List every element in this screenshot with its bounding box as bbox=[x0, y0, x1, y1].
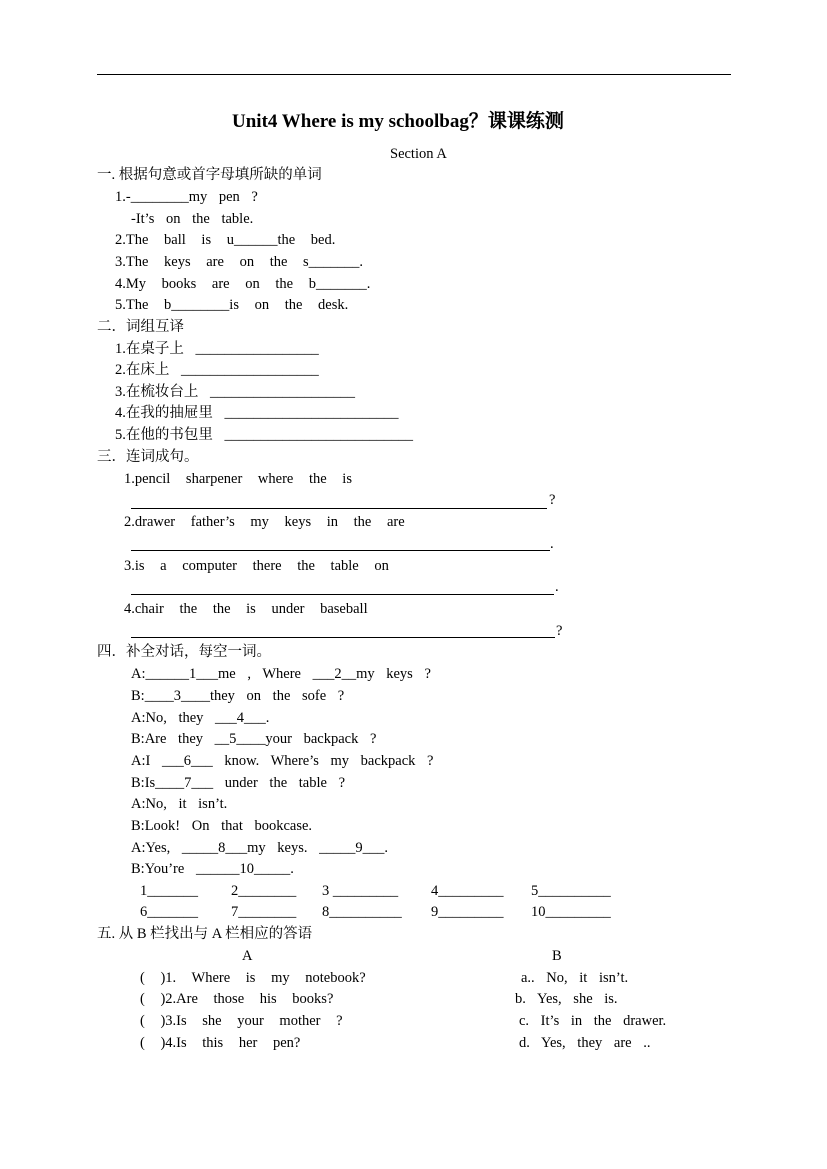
column-a-label: A bbox=[242, 948, 253, 964]
s1-line-1: 1.-________my pen ? bbox=[115, 189, 258, 205]
s5-question-4: ( )4.Is this her pen? bbox=[140, 1035, 301, 1051]
s5-answer-d: d. Yes, they are .. bbox=[519, 1035, 651, 1051]
s5-question-1: ( )1. Where is my notebook? bbox=[140, 970, 366, 986]
s5-question-2: ( )2.Are those his books? bbox=[140, 991, 334, 1007]
s4-answer-4: 4_________ bbox=[431, 883, 504, 899]
s1-line-3: 2.The ball is u______the bed. bbox=[115, 232, 336, 248]
s2-line-4: 4.在我的抽屉里 ________________________ bbox=[115, 405, 399, 421]
s4-answer-7: 7________ bbox=[231, 904, 297, 920]
s1-line-6: 5.The b________is on the desk. bbox=[115, 297, 349, 313]
column-b-label: B bbox=[552, 948, 562, 964]
s3-item-2: 2.drawer father’s my keys in the are bbox=[124, 514, 405, 530]
s4-line-3: A:No, they ___4___. bbox=[131, 710, 270, 726]
s1-line-2: -It’s on the table. bbox=[131, 211, 254, 227]
s4-line-9: A:Yes, _____8___my keys. _____9___. bbox=[131, 840, 388, 856]
s3-answer-line-3 bbox=[131, 594, 554, 595]
s2-line-5: 5.在他的书包里 __________________________ bbox=[115, 427, 413, 443]
s2-line-2: 2.在床上 ___________________ bbox=[115, 362, 319, 378]
header-rule bbox=[97, 74, 731, 75]
page-title: Unit4 Where is my schoolbag？课课练测 bbox=[232, 111, 564, 132]
section-5-heading: 五. 从 B 栏找出与 A 栏相应的答语 bbox=[97, 926, 313, 942]
s5-answer-a: a.. No, it isn’t. bbox=[521, 970, 629, 986]
s4-answer-6: 6_______ bbox=[140, 904, 198, 920]
s4-line-2: B:____3____they on the sofe ? bbox=[131, 688, 345, 704]
section-4-heading: 四．补全对话，每空一词。 bbox=[97, 644, 271, 660]
s4-answer-9: 9_________ bbox=[431, 904, 504, 920]
s4-answer-2: 2________ bbox=[231, 883, 297, 899]
s3-item-1: 1.pencil sharpener where the is bbox=[124, 471, 352, 487]
s3-end-3: . bbox=[555, 579, 559, 595]
s4-line-6: B:Is____7___ under the table ? bbox=[131, 775, 346, 791]
s3-answer-line-4 bbox=[131, 637, 555, 638]
s3-answer-line-2 bbox=[131, 550, 550, 551]
page-subtitle: Section A bbox=[390, 146, 447, 162]
s3-end-1: ? bbox=[549, 492, 556, 508]
s3-item-3: 3.is a computer there the table on bbox=[124, 558, 389, 574]
s1-line-5: 4.My books are on the b_______. bbox=[115, 276, 371, 292]
section-3-heading: 三．连词成句。 bbox=[97, 449, 199, 465]
s2-line-3: 3.在梳妆台上 ____________________ bbox=[115, 384, 355, 400]
s3-end-4: ? bbox=[556, 623, 563, 639]
s3-answer-line-1 bbox=[131, 508, 547, 509]
s4-line-8: B:Look! On that bookcase. bbox=[131, 818, 313, 834]
s5-answer-b: b. Yes, she is. bbox=[515, 991, 618, 1007]
s4-line-7: A:No, it isn’t. bbox=[131, 796, 228, 812]
s5-answer-c: c. It’s in the drawer. bbox=[519, 1013, 667, 1029]
s2-line-1: 1.在桌子上 _________________ bbox=[115, 341, 319, 357]
s4-line-10: B:You’re ______10_____. bbox=[131, 861, 294, 877]
s4-answer-8: 8__________ bbox=[322, 904, 402, 920]
s3-end-2: . bbox=[550, 536, 554, 552]
s3-item-4: 4.chair the the is under baseball bbox=[124, 601, 368, 617]
s4-answer-10: 10_________ bbox=[531, 904, 611, 920]
s5-question-3: ( )3.Is she your mother ? bbox=[140, 1013, 343, 1029]
s4-answer-5: 5__________ bbox=[531, 883, 611, 899]
section-1-heading: 一. 根据句意或首字母填所缺的单词 bbox=[97, 167, 322, 183]
section-2-heading: 二．词组互译 bbox=[97, 319, 184, 335]
s1-line-4: 3.The keys are on the s_______. bbox=[115, 254, 364, 270]
s4-answer-1: 1_______ bbox=[140, 883, 198, 899]
s4-line-1: A:______1___me , Where ___2__my keys ? bbox=[131, 666, 431, 682]
s4-line-5: A:I ___6___ know. Where’s my backpack ? bbox=[131, 753, 434, 769]
s4-line-4: B:Are they __5____your backpack ? bbox=[131, 731, 377, 747]
s4-answer-3: 3 _________ bbox=[322, 883, 399, 899]
